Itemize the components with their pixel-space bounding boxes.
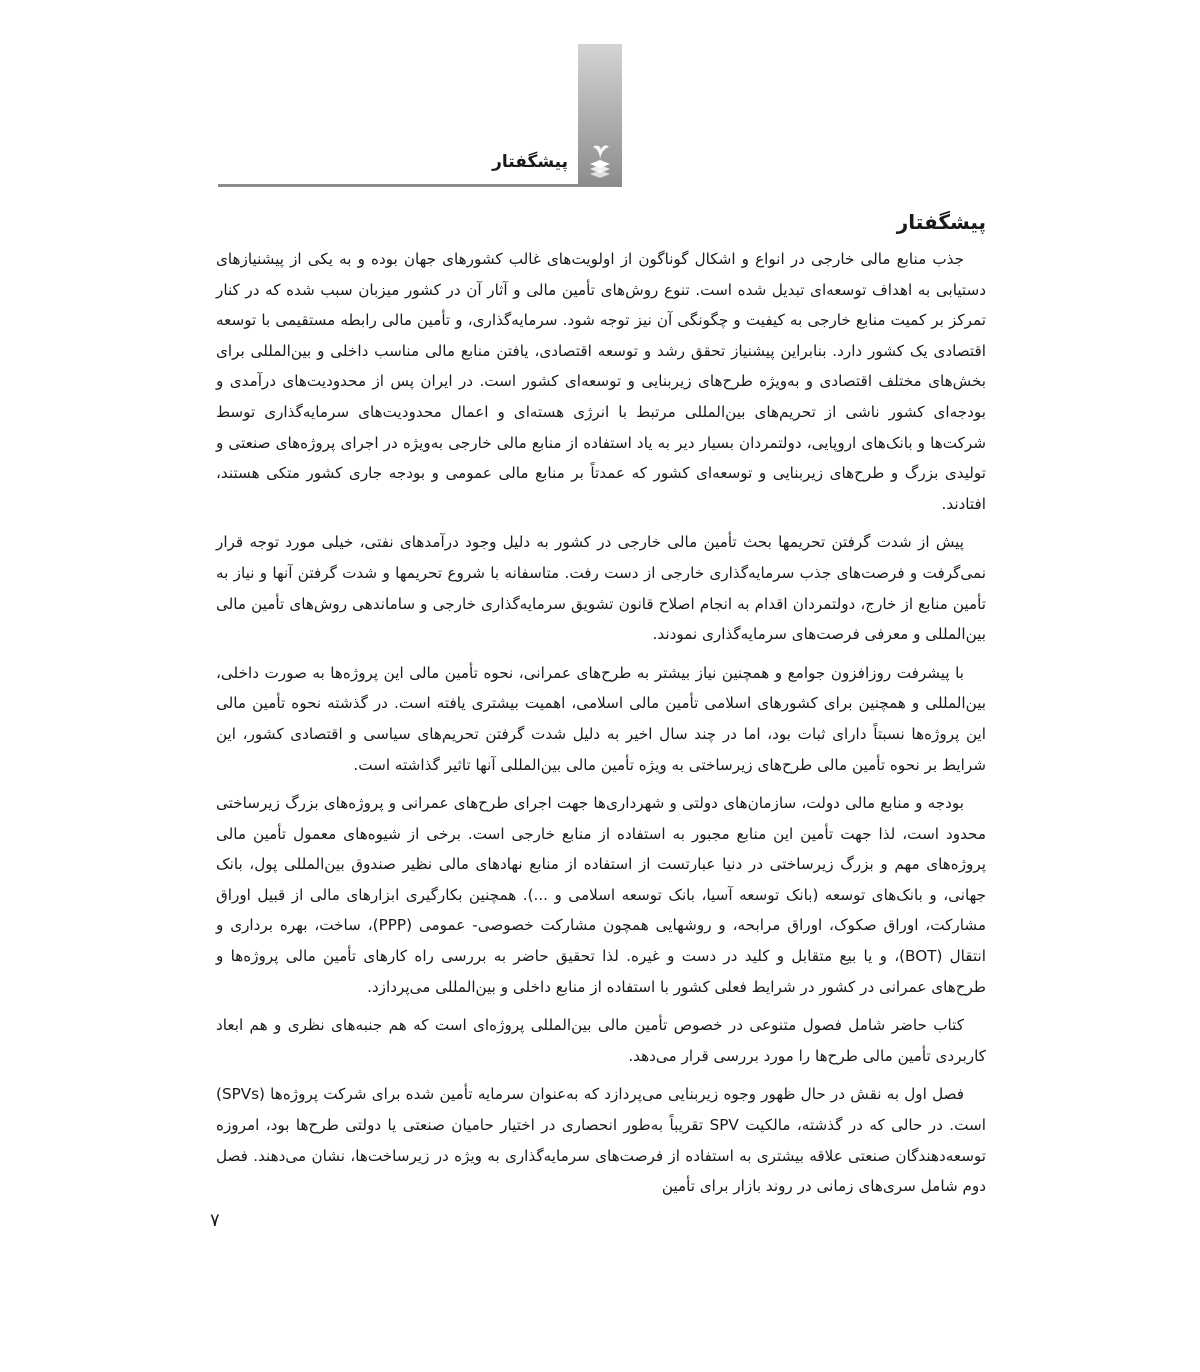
header-rule [218, 184, 622, 187]
paragraph: فصل اول به نقش در حال ظهور وجوه زیربنایی می‌پردازد که به‌عنوان سرمایه تأمین شده برای شرکت پروژه‌ها (SPVs) است. در حالی که در گذشته، مالکیت SPV تقریباً به‌طور انحصاری در اختیار حامیان صنعتی یا دولتی طرح‌ها بود، امروزه توسعه‌دهندگان صنعتی علاقه بیشتری به استفاده از فرصت‌های سرمایه‌گذاری به ویژه در زیرساخت‌ها، نشان می‌دهند. فصل دوم شامل سری‌های زمانی در روند بازار برای تأمین [216, 1085, 986, 1196]
paragraph: جذب منابع مالی خارجی در انواع و اشکال گوناگون از اولویت‌های غالب کشورهای جهان بوده و به یکی از پیشنیازهای دستیابی به اهداف توسعه‌ای تبدیل شده است. تنوع روش‌های تأمین مالی و آثار آن در کشور میزبان سبب شده که در کنار تمرکز بر کمیت منابع خارجی به کیفیت و چگونگی آن نیز توجه شود. سرمایه‌گذاری، و تأمین مالی رابطه مستقیمی با توسعه اقتصادی یک کشور دارد. بنابراین پیشنیاز تحقق رشد و توسعه اقتصادی، یافتن منابع مالی مناسب داخلی و بین‌المللی برای بخش‌های مختلف اقتصادی و به‌ویژه طرح‌های زیربنایی و توسعه‌ای کشور است. در ایران پس از محدودیت‌های درآمدی و بودجه‌ای کشور ناشی از تحریم‌های بین‌المللی مرتبط با انرژی هسته‌ای و اعمال محدودیت‌های سرمایه‌گذاری توسط شرکت‌ها و بانک‌های اروپایی، دولتمردان بسیار دیر به یاد استفاده از منابع مالی خارجی به‌ویژه در اجرای پروژه‌های صنعتی و تولیدی بزرگ و طرح‌های زیربنایی و توسعه‌ای کشور که عمدتاً بر منابع مالی عمومی و بودجه جاری کشور متکی هستند، افتادند. [216, 250, 986, 513]
paragraph: پیش از شدت گرفتن تحریمها بحث تأمین مالی خارجی در کشور به دلیل وجود درآمدهای نفتی، خیلی مورد توجه قرار نمی‌گرفت و فرصت‌های جذب سرمایه‌گذاری خارجی از دست رفت. متاسفانه با شروع تحریمها و شدت گرفتن آنها و نیاز به تأمین منابع از خارج، دولتمردان اقدام به انجام اصلاح قانون تشویق سرمایه‌گذاری خارجی و ساماندهی روش‌های تأمین مالی بین‌المللی و معرفی فرصت‌های سرمایه‌گذاری نمودند. [216, 533, 986, 644]
paragraph: کتاب حاضر شامل فصول متنوعی در خصوص تأمین مالی بین‌المللی پروژه‌ای است که هم جنبه‌های نظری و هم ابعاد کاربردی تأمین مالی طرح‌ها را مورد بررسی قرار می‌دهد. [216, 1016, 986, 1065]
paragraph: با پیشرفت روزافزون جوامع و همچنین نیاز بیشتر به طرح‌های عمرانی، نحوه تأمین مالی این پروژه‌ها به صورت داخلی، بین‌المللی و همچنین برای کشورهای اسلامی تأمین مالی اسلامی، اهمیت بیشتری یافته است. در گذشته نحوه تأمین مالی این پروژه‌ها نسبتاً دارای ثبات بود، اما در چند سال اخیر به دلیل شدت گرفتن تحریم‌های سیاسی و اقتصادی کشور، این شرایط بر نحوه تأمین مالی طرح‌های زیرساختی به ویژه تأمین مالی بین‌المللی آنها تاثیر گذاشته است. [216, 663, 986, 774]
paragraph: بودجه و منابع مالی دولت، سازمان‌های دولتی و شهرداری‌ها جهت اجرای طرح‌های عمرانی و پروژه‌های بزرگ زیرساختی محدود است، لذا جهت تأمین این منابع مجبور به استفاده از منابع خارجی است. برخی از شیوه‌های معمول تأمین مالی پروژه‌های مهم و بزرگ زیرساختی در دنیا عبارتست از استفاده از منابع نهادهای مالی نظیر صندوق بین‌المللی پول، بانک جهانی، و بانک‌های توسعه (بانک توسعه آسیا، بانک توسعه اسلامی و ...). همچنین بکارگیری ابزارهای مالی از قبیل اوراق مشارکت، اوراق صکوک، اوراق مرابحه، و روشهایی همچون مشارکت خصوصی- عمومی (PPP)، ساخت، بهره برداری و انتقال (BOT)، و یا بیع متقابل و کلید در دست و غیره. لذا تحقیق حاضر به بررسی راه کارهای تأمین مالی پروژه‌ها و طرح‌های عمرانی در کشور در شرایط فعلی کشور با استفاده از منابع داخلی و بین‌المللی می‌پردازد. [216, 794, 987, 996]
book-plant-logo-icon [584, 138, 616, 182]
page-body [216, 210, 986, 1210]
running-title: پیشگفتار [492, 152, 568, 172]
section-title: پیشگفتار [896, 210, 986, 234]
page-number: ۷ [210, 1210, 220, 1231]
